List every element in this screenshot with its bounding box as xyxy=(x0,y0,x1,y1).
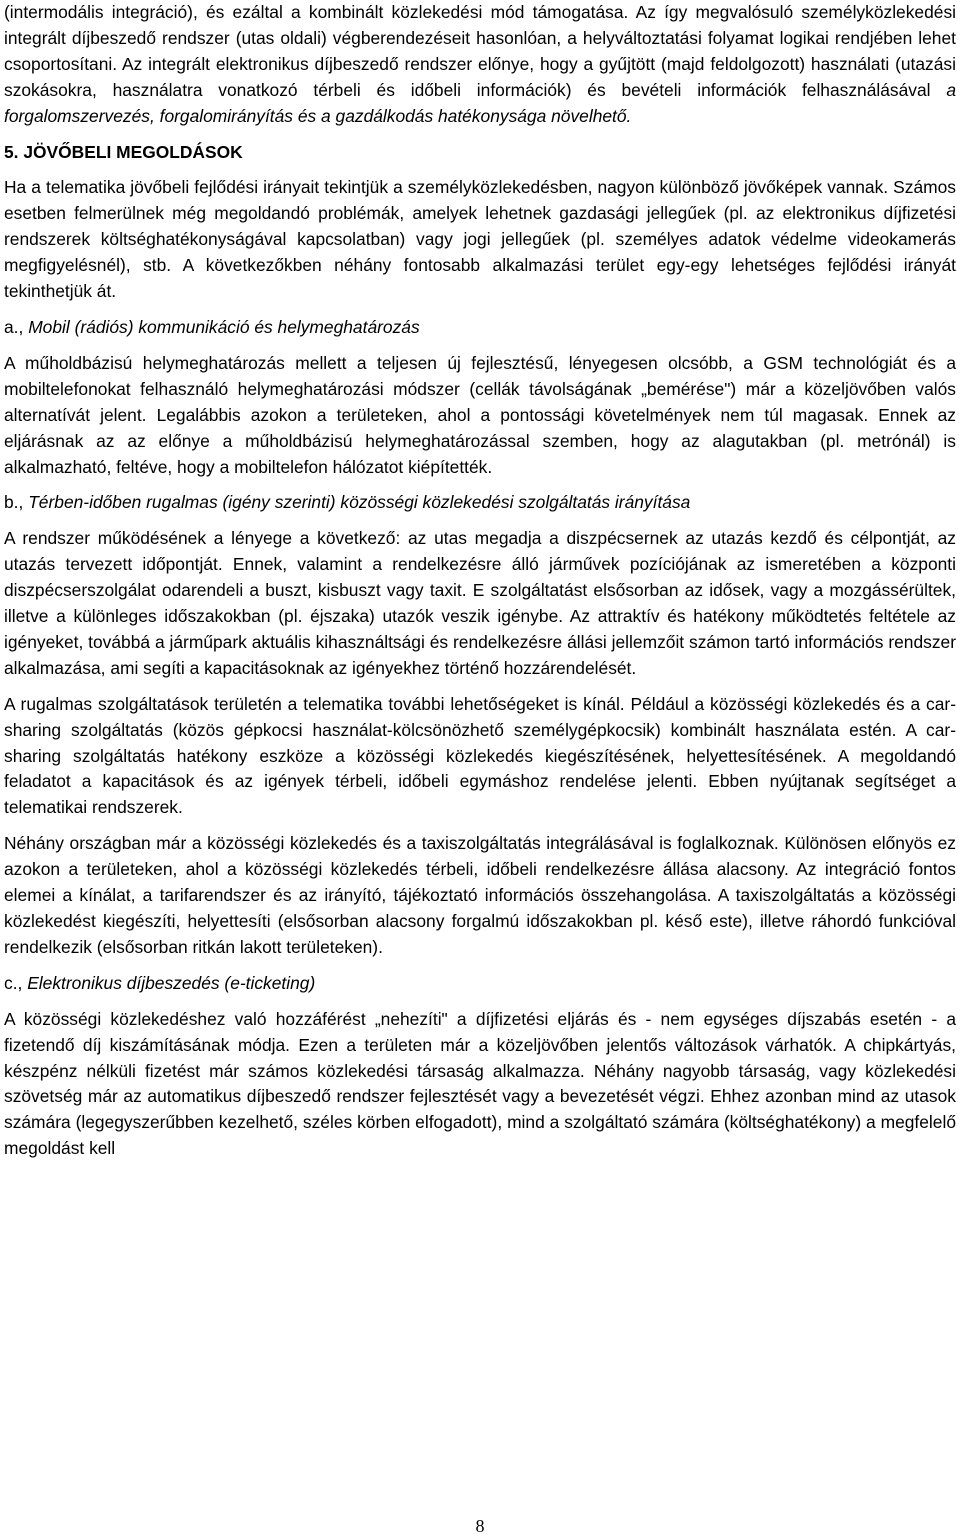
subsection-b-heading xyxy=(4,490,956,516)
paragraph-integration-text: (intermodális integráció), és ezáltal a kombinált közlekedési mód támogatása. Az így megvalósuló személyközlekedési integrált díjbeszedő rendszer (utas oldali) végberendezéseit hasonlóan, a helyváltoztatási folyamat logikai rendjében lehet csoportosítani. Az integrált elektronikus díjbeszedő rendszer előnye, hogy a gyűjtött (majd feldolgozott) használati (utazási szokásokra, használatra vonatkozó térbeli és időbeli információk) és bevételi információk felhasználásával xyxy=(4,2,956,100)
subsection-b-paragraph-2: A rugalmas szolgáltatások területén a telematika további lehetőségeket is kínál. Például a közösségi közlekedés és a car-sharing szolgáltatás (közös gépkocsi használat-kölcsönözhető személygépkocsik) kombinált használata estén. A car-sharing szolgáltatás hatékony eszköze a közösségi közlekedés kiegészítésének, helyettesítésének. A megoldandó feladatot a kapacitások és az igények térbeli, időbeli egymáshoz rendelése jelenti. Ebben nyújtanak segítséget a telematikai rendszerek. xyxy=(4,693,956,818)
subsection-a-paragraph: A műholdbázisú helymeghatározás mellett a teljesen új fejlesztésű, lényegesen olcsóbb, a GSM technológiát és a mobiltelefonokat felhasználó helymeghatározási módszer (cellák távolságának „bemérése") már a közeljövőben valós alternatívát jelent. Legalábbis azokon a területeken, ahol a pontossági követelmények nem túl magasak. Ennek az eljárásnak az az előnye a műholdbázisú helymeghatározással szemben, hogy az alagutakban (pl. metrónál) is alkalmazható, feltéve, hogy a mobiltelefon hálózatot kiépítették. xyxy=(4,352,956,477)
subsection-a-letter: a., xyxy=(4,316,24,337)
page-number: 8 xyxy=(475,1516,485,1536)
subsection-b-paragraph-1: A rendszer működésének a lényege a következő: az utas megadja a diszpécsernek az utazás kezdő és célpontját, az utazás tervezett időpontját. Ennek, valamint a rendelkezésre álló járművek pozíciójának az ismeretében a központi diszpécserszolgálat odarendeli a buszt, kisbuszt vagy taxit. E szolgáltatást elsősorban az idősek, vagy a mozgássérültek, illetve a különleges időszakokban (pl. éjszaka) utazók veszik igénybe. Az attraktív és hatékony működtetés feltétele az igényeket, továbbá a járműpark aktuális kihasználtsági és rendelkezésre állási jellemzőit számon tartó információs rendszer alkalmazása, ami segíti a kapacitásoknak az igényekhez történő hozzárendelését. xyxy=(4,528,956,678)
subsection-b-paragraph-3: Néhány országban már a közösségi közlekedés és a taxiszolgáltatás integrálásával is foglalkoznak. Különösen előnyös ez azokon a területeken, ahol a közösségi közlekedés térbeli, időbeli rendelkezésre állása alacsony. Az integráció fontos elemei a kínálat, a tarifarendszer és az irányító, tájékoztató információs összehangolása. A taxiszolgáltatás a közösségi közlekedést kiegészíti, helyettesíti (elsősorban alacsony forgalmú időszakokban pl. késő este), illetve ráhordó funkcióval rendelkezik (elsősorban ritkán lakott területeken). xyxy=(4,833,956,957)
section-heading: 5. JÖVŐBELI MEGOLDÁSOK xyxy=(4,141,243,162)
subsection-c-heading xyxy=(4,971,956,997)
subsection-b-title: Térben-időben rugalmas (igény szerinti) közösségi közlekedési szolgáltatás irányítása xyxy=(28,492,691,513)
subsection-a-heading xyxy=(4,315,956,341)
paragraph-integration-emphasis: a forgalomszervezés, forgalomirányítás és a gazdálkodás hatékonysága növelhető. xyxy=(4,79,956,126)
document-page xyxy=(4,0,956,1162)
subsection-a-title: Mobil (rádiós) kommunikáció és helymeghatározás xyxy=(28,316,420,337)
subsection-b-letter: b., xyxy=(4,492,24,513)
section-intro-paragraph: Ha a telematika jövőbeli fejlődési irányait tekintjük a személyközlekedésben, nagyon különböző jövőképek vannak. Számos esetben felmerülnek még megoldandó problémák, amelyek lehetnek gazdasági jellegűek (pl. az elektronikus díjfizetési rendszerek költséghatékonyságával kapcsolatban) vagy jogi jellegűek (pl. személyes adatok védelme videokamerás megfigyelésnél), stb. A következőkben néhány fontosabb alkalmazási terület egy-egy lehetséges fejlődési irányát tekinthetjük át. xyxy=(4,177,956,302)
paragraph-integration xyxy=(4,0,956,130)
subsection-c-paragraph: A közösségi közlekedéshez való hozzáférést „nehezíti" a díjfizetési eljárás és - nem egységes díjszabás esetén - a fizetendő díj kiszámításának módja. Ezen a területen már a közeljövőben jelentős változások várhatók. A chipkártyás, készpénz nélküli fizetést már számos közlekedési társaság alkalmazza. Néhány nagyobb társaság, vagy közlekedési szövetség már az automatikus díjbeszedő rendszer fejlesztését vagy a bevezetését végzi. Ehhez azonban mind az utasok számára (legegyszerűbben kezelhető, széles körben elfogadott), mind a szolgáltató számára (költséghatékony) a megfelelő megoldást kell xyxy=(4,1008,956,1159)
subsection-c-letter: c., xyxy=(4,972,23,993)
subsection-c-title: Elektronikus díjbeszedés (e-ticketing) xyxy=(27,972,316,993)
